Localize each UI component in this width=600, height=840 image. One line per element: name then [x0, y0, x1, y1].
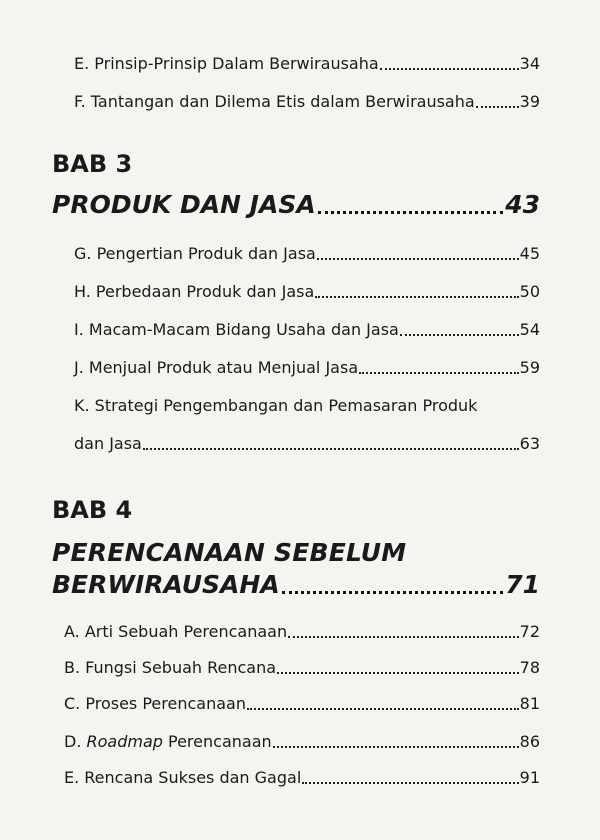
- chapter-page: 43: [505, 190, 540, 219]
- toc-entry-page: 45: [519, 244, 540, 263]
- toc-entry-page: 86: [519, 732, 540, 751]
- toc-entry[interactable]: [74, 54, 540, 74]
- toc-entry[interactable]: [74, 282, 540, 302]
- toc-entry[interactable]: [74, 320, 540, 340]
- toc-entry-label: dan Jasa: [74, 434, 142, 453]
- chapter-title-entry[interactable]: [52, 570, 540, 600]
- chapter-title: PERENCANAAN SEBELUM: [52, 538, 407, 567]
- toc-entry[interactable]: [74, 358, 540, 378]
- toc-entry[interactable]: [74, 244, 540, 264]
- dot-leader: [302, 782, 518, 784]
- toc-entry-label: G. Pengertian Produk dan Jasa: [74, 244, 316, 263]
- dot-leader: [359, 372, 519, 374]
- toc-entry[interactable]: [74, 434, 540, 454]
- chapter-heading: BAB 3: [52, 150, 133, 178]
- entry-suffix: Perencanaan: [162, 732, 272, 751]
- toc-entry[interactable]: [64, 658, 540, 678]
- toc-entry-page: 59: [519, 358, 540, 377]
- chapter-heading: BAB 4: [52, 496, 133, 524]
- entry-italic-word: Roadmap: [86, 732, 163, 751]
- dot-leader: [143, 448, 519, 450]
- toc-entry-label: B. Fungsi Sebuah Rencana: [64, 658, 277, 677]
- dot-leader: [400, 334, 519, 336]
- dot-leader: [380, 68, 519, 70]
- toc-entry-label: E. Rencana Sukses dan Gagal: [64, 768, 302, 787]
- toc-entry-page: 39: [519, 92, 540, 111]
- toc-entry-page: 78: [519, 658, 540, 677]
- toc-entry[interactable]: [64, 694, 540, 714]
- dot-leader: [277, 672, 519, 674]
- toc-entry[interactable]: [64, 768, 540, 788]
- toc-entry[interactable]: [74, 92, 540, 112]
- toc-entry[interactable]: [64, 622, 540, 642]
- dot-leader: [282, 591, 504, 594]
- toc-entry-label: J. Menjual Produk atau Menjual Jasa: [74, 358, 359, 377]
- chapter-title: BERWIRAUSAHA: [52, 570, 280, 599]
- toc-entry-page: 81: [519, 694, 540, 713]
- dot-leader: [315, 296, 518, 298]
- toc-entry[interactable]: [64, 732, 540, 752]
- toc-entry-page: 72: [519, 622, 540, 641]
- toc-entry-page: 63: [519, 434, 540, 453]
- toc-entry-page: 50: [519, 282, 540, 301]
- chapter-page: 71: [505, 570, 540, 599]
- toc-entry-label: A. Arti Sebuah Perencanaan: [64, 622, 288, 641]
- toc-entry-page: 54: [519, 320, 540, 339]
- toc-entry-label: I. Macam-Macam Bidang Usaha dan Jasa: [74, 320, 399, 339]
- chapter-title: PRODUK DAN JASA: [52, 190, 316, 219]
- toc-entry-label: C. Proses Perencanaan: [64, 694, 246, 713]
- dot-leader: [317, 258, 519, 260]
- toc-entry-label-line1[interactable]: K. Strategi Pengembangan dan Pemasaran Produk: [74, 396, 478, 415]
- dot-leader: [318, 211, 504, 214]
- dot-leader: [288, 636, 519, 638]
- entry-prefix: D.: [64, 732, 87, 751]
- toc-entry-label: [64, 732, 272, 752]
- toc-entry-label: F. Tantangan dan Dilema Etis dalam Berwirausaha: [74, 92, 475, 111]
- dot-leader: [476, 106, 519, 108]
- toc-entry-page: 34: [519, 54, 540, 73]
- toc-entry-page: 91: [519, 768, 540, 787]
- toc-entry-label: H. Perbedaan Produk dan Jasa: [74, 282, 315, 301]
- dot-leader: [273, 746, 519, 748]
- toc-entry-label: E. Prinsip-Prinsip Dalam Berwirausaha: [74, 54, 379, 73]
- chapter-title-entry[interactable]: [52, 190, 540, 220]
- dot-leader: [247, 708, 519, 710]
